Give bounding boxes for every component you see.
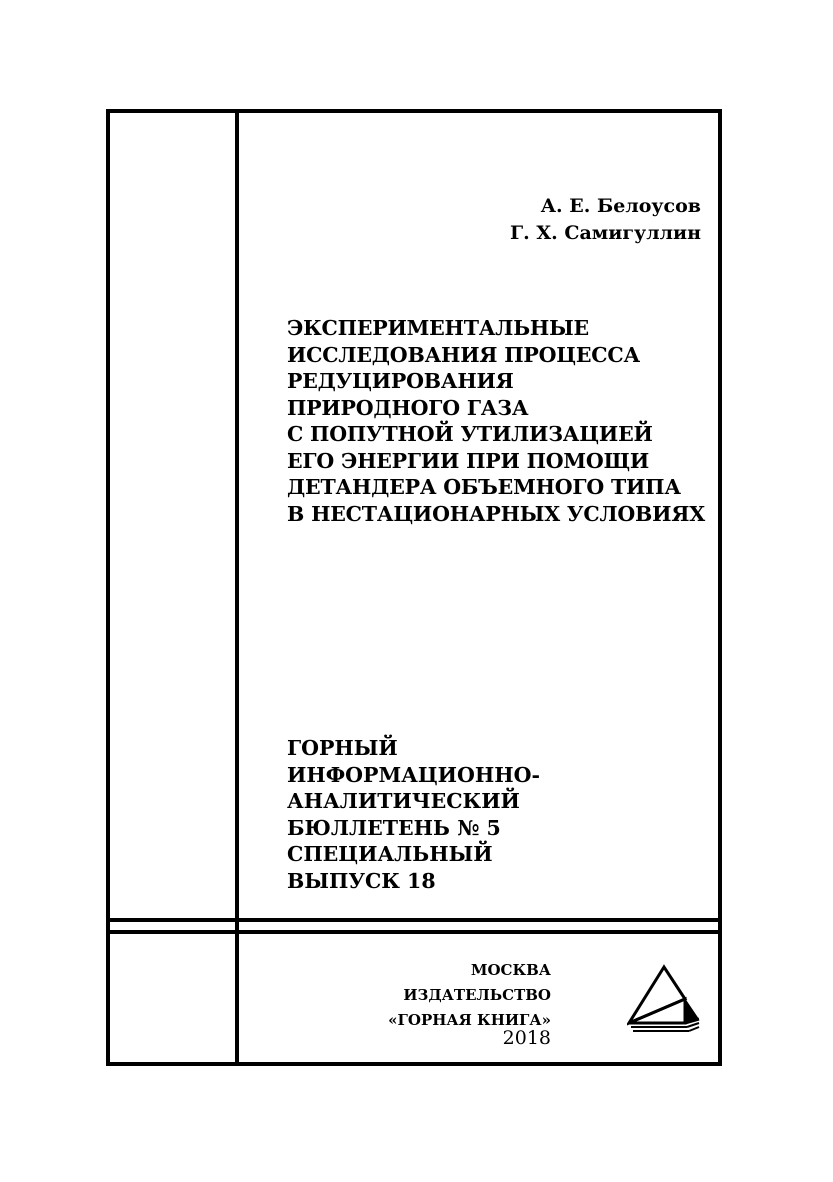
title-line: ИССЛЕДОВАНИЯ ПРОЦЕССА xyxy=(287,342,641,367)
publication-year: 2018 xyxy=(502,1027,551,1049)
series-line: СПЕЦИАЛЬНЫЙ xyxy=(287,842,493,866)
series-line: БЮЛЛЕТЕНЬ № 5 xyxy=(287,815,501,840)
series-line: ГОРНЫЙ xyxy=(287,736,398,760)
series-line: АНАЛИТИЧЕСКИЙ xyxy=(287,789,520,813)
authors-block xyxy=(510,193,701,247)
series-block xyxy=(287,735,707,894)
title-line: С ПОПУТНОЙ УТИЛИЗАЦИЕЙ xyxy=(287,422,653,446)
publisher-city: МОСКВА xyxy=(470,961,551,979)
title-line: В НЕСТАЦИОНАРНЫХ УСЛОВИЯХ xyxy=(287,501,705,526)
title-line: ПРИРОДНОГО ГАЗА xyxy=(287,395,529,420)
title-line: ЭКСПЕРИМЕНТАЛЬНЫЕ xyxy=(287,316,589,340)
series-line: ВЫПУСК 18 xyxy=(287,868,436,893)
title-line: РЕДУЦИРОВАНИЯ xyxy=(287,369,514,393)
horizontal-rule-top xyxy=(108,918,720,922)
publisher-label: ИЗДАТЕЛЬСТВО xyxy=(403,986,551,1004)
horizontal-rule-bottom xyxy=(108,930,720,934)
publisher-block xyxy=(388,958,551,1033)
series-line: ИНФОРМАЦИОННО- xyxy=(287,762,540,787)
title-line: ДЕТАНДЕРА ОБЪЕМНОГО ТИПА xyxy=(287,475,681,499)
author-1: А. Е. Белоусов xyxy=(540,195,701,217)
cover-frame xyxy=(106,109,722,1066)
publisher-name: «ГОРНАЯ КНИГА» xyxy=(388,1011,551,1029)
triangle-book-logo-icon xyxy=(627,963,701,1033)
book-title xyxy=(287,315,717,527)
title-line: ЕГО ЭНЕРГИИ ПРИ ПОМОЩИ xyxy=(287,448,650,473)
author-2: Г. Х. Самигуллин xyxy=(510,222,701,244)
